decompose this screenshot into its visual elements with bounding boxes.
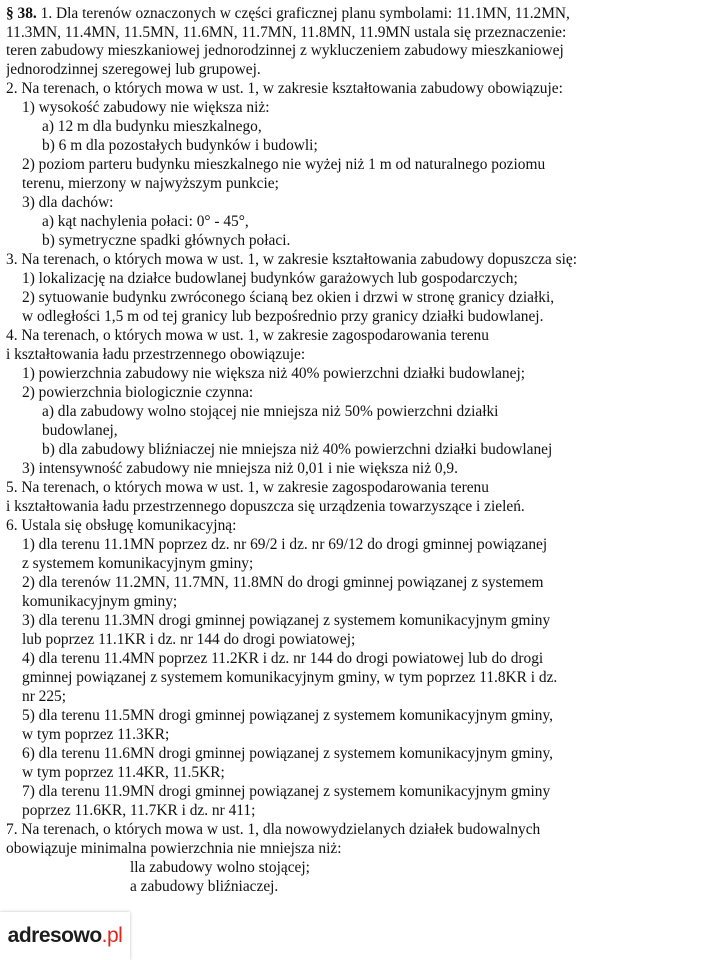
text-line: 1) dla terenu 11.1MN poprzez dz. nr 69/2 i dz. nr 69/12 do drogi gminnej powiązanej: [22, 536, 548, 553]
text-line: 4. Na terenach, o których mowa w ust. 1, w zakresie zagospodarowania terenu: [6, 327, 489, 344]
text-line: [6, 4, 697, 23]
text-line: i kształtowania ładu przestrzennego obowiązuje:: [6, 346, 306, 363]
text-line: 5. Na terenach, o których mowa w ust. 1, w zakresie zagospodarowania terenu: [6, 479, 489, 496]
text-line: terenu, mierzony w najwyższym punkcie;: [22, 175, 279, 192]
text-line: 1) wysokość zabudowy nie większa niż:: [22, 99, 270, 116]
text-line: a) dla zabudowy wolno stojącej nie mniejsza niż 50% powierzchni działki: [42, 403, 499, 420]
text-line: 2) sytuowanie budynku zwróconego ścianą bez okien i drzwi w stronę granicy działki,: [22, 289, 555, 306]
text-line: obowiązuje minimalna powierzchnia nie mniejsza niż:: [6, 840, 342, 857]
text-line: w odległości 1,5 m od tej granicy lub bezpośrednio przy granicy działki budowlanej.: [22, 308, 544, 325]
text-line: jednorodzinnej szeregowej lub grupowej.: [6, 61, 261, 78]
text-line: 3. Na terenach, o których mowa w ust. 1, w zakresie kształtowania zabudowy dopuszcza się:: [6, 251, 577, 268]
text-line: w tym poprzez 11.4KR, 11.5KR;: [22, 764, 225, 781]
watermark-text-main: adresowo: [7, 924, 102, 947]
text-line: i kształtowania ładu przestrzennego dopuszcza się urządzenia towarzyszące i zieleń.: [6, 498, 525, 515]
text-line: 7. Na terenach, o których mowa w ust. 1, dla nowowydzielanych działek budowalnych: [6, 821, 541, 838]
text-line: 1) lokalizację na działce budowlanej budynków garażowych lub gospodarczych;: [22, 270, 518, 287]
text-line: 3) dla terenu 11.3MN drogi gminnej powiązanej z systemem komunikacyjnym gminy: [22, 612, 551, 629]
text-line: 4) dla terenu 11.4MN poprzez 11.2KR i dz. nr 144 do drogi powiatowej lub do drogi: [22, 650, 544, 667]
text-line: 2) powierzchnia biologicznie czynna:: [22, 384, 254, 401]
text-line: 6) dla terenu 11.6MN drogi gminnej powiązanej z systemem komunikacyjnym gminy,: [22, 745, 554, 762]
text-line: teren zabudowy mieszkaniowej jednorodzinnej z wykluczeniem zabudowy mieszkaniowej: [6, 42, 564, 59]
text-line: 2) dla terenów 11.2MN, 11.7MN, 11.8MN do drogi gminnej powiązanej z systemem: [22, 574, 544, 591]
text-line: a) kąt nachylenia połaci: 0° - 45°,: [42, 213, 249, 230]
text-line: gminnej powiązanej z systemem komunikacyjnym gminy, w tym poprzez 11.8KR i dz.: [22, 669, 558, 686]
text-line: nr 225;: [22, 688, 67, 705]
text-line: poprzez 11.6KR, 11.7KR i dz. nr 411;: [22, 802, 256, 819]
text-line: z systemem komunikacyjnym gminy;: [22, 555, 254, 572]
text-line: komunikacyjnym gminy;: [22, 593, 178, 610]
text-line: 6. Ustala się obsługę komunikacyjną:: [6, 517, 237, 534]
text-line: 11.3MN, 11.4MN, 11.5MN, 11.6MN, 11.7MN, 11.8MN, 11.9MN ustala się przeznaczenie:: [6, 24, 567, 41]
text-line: a zabudowy bliźniaczej.: [130, 878, 279, 895]
text-line: 5) dla terenu 11.5MN drogi gminnej powiązanej z systemem komunikacyjnym gminy,: [22, 707, 554, 724]
text-line: 2) poziom parteru budynku mieszkalnego nie wyżej niż 1 m od naturalnego poziomu: [22, 156, 546, 173]
text-line: 1. Dla terenów oznaczonych w części graficznej planu symbolami: 11.1MN, 11.2MN,: [40, 5, 570, 22]
text-line: w tym poprzez 11.3KR;: [22, 726, 170, 743]
text-line: 3) dla dachów:: [22, 194, 114, 211]
text-line: b) symetryczne spadki głównych połaci.: [42, 232, 291, 249]
watermark-text-suffix: .pl: [101, 924, 123, 947]
section-label: § 38.: [6, 5, 37, 22]
text-line: 3) intensywność zabudowy nie mniejsza niż 0,01 i nie większa niż 0,9.: [22, 460, 458, 477]
text-line: 1) powierzchnia zabudowy nie większa niż 40% powierzchni działki budowlanej;: [22, 365, 526, 382]
adresowo-watermark-logo: [0, 912, 130, 960]
text-line: b) 6 m dla pozostałych budynków i budowli;: [42, 137, 318, 154]
text-line: 2. Na terenach, o których mowa w ust. 1, w zakresie kształtowania zabudowy obowiązuje:: [6, 80, 563, 97]
text-line: b) dla zabudowy bliźniaczej nie mniejsza niż 40% powierzchni działki budowlanej: [42, 441, 553, 458]
text-line: a) 12 m dla budynku mieszkalnego,: [42, 118, 262, 135]
text-line: budowlanej,: [42, 422, 118, 439]
text-line: lub poprzez 11.1KR i dz. nr 144 do drogi powiatowej;: [22, 631, 356, 648]
text-line: lla zabudowy wolno stojącej;: [130, 859, 310, 876]
text-line: 7) dla terenu 11.9MN drogi gminnej powiązanej z systemem komunikacyjnym gminy: [22, 783, 551, 800]
